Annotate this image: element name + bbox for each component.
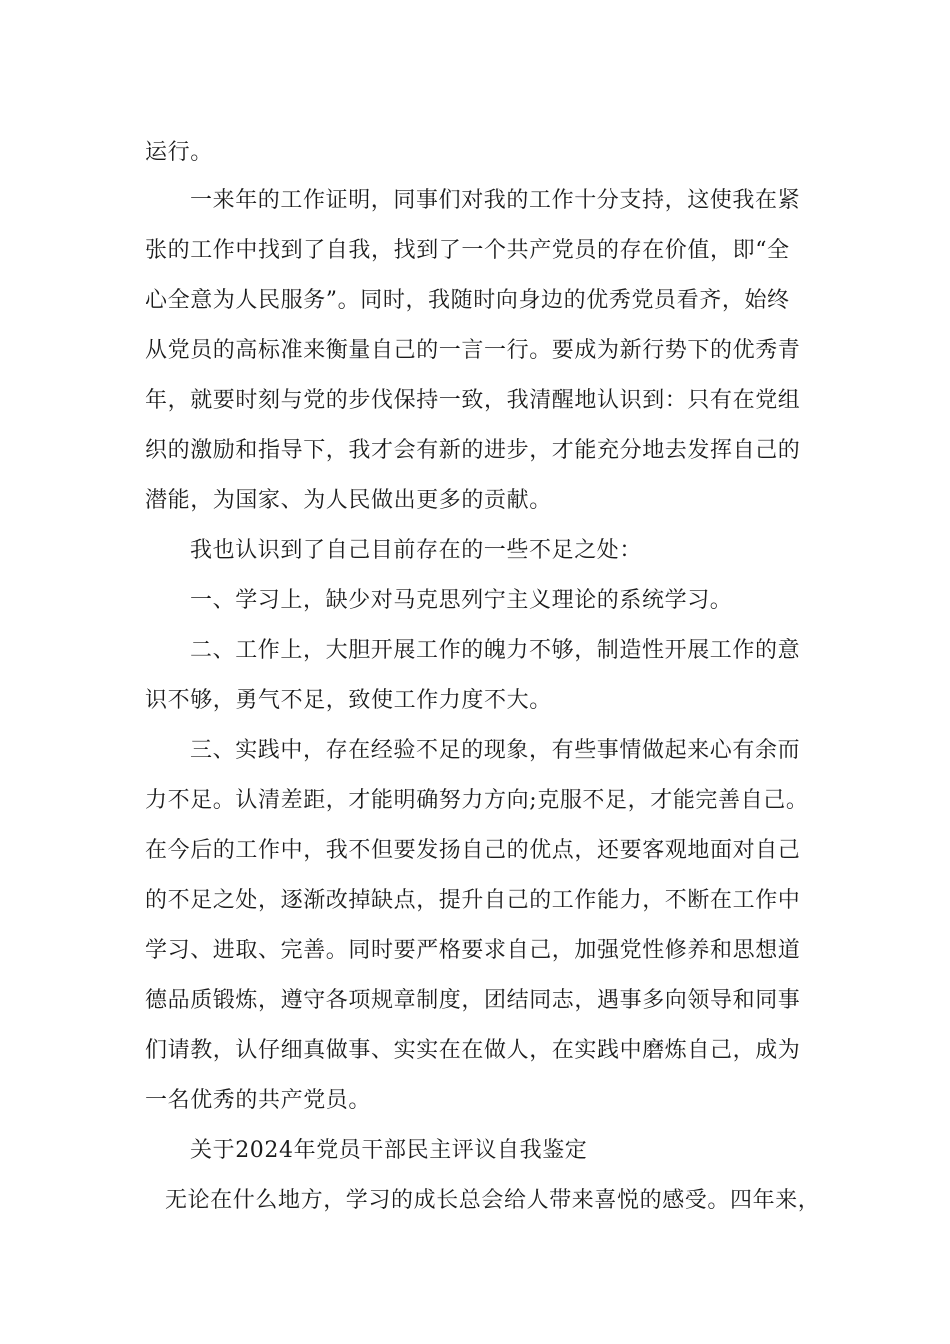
text-line: 潜能，为国家、为人民做出更多的贡献。 — [145, 488, 552, 513]
text-line: 从党员的高标准来衡量自己的一言一行。要成为新行势下的优秀青 — [145, 338, 801, 363]
text-line: 德品质锻炼，遵守各项规章制度，团结同志，遇事多向领导和同事 — [145, 988, 801, 1013]
paragraph-start: 一来年的工作证明，同事们对我的工作十分支持，这使我在紧 — [190, 188, 801, 213]
text-line: 在今后的工作中，我不但要发扬自己的优点，还要客观地面对自己 — [145, 838, 801, 863]
list-item: 一、学习上，缺少对马克思列宁主义理论的系统学习。 — [190, 588, 733, 613]
list-item: 二、工作上，大胆开展工作的魄力不够，制造性开展工作的意 — [190, 638, 801, 663]
text-line: 心全意为人民服务”。同时，我随时向身边的优秀党员看齐，始终 — [145, 288, 790, 313]
section-title: 关于2024年党员干部民主评议自我鉴定 — [190, 1138, 588, 1163]
text-line: 的不足之处，逐渐改掉缺点，提升自己的工作能力，不断在工作中 — [145, 888, 801, 913]
text-line: 织的激励和指导下，我才会有新的进步，才能充分地去发挥自己的 — [145, 438, 801, 463]
text-line: 学习、进取、完善。同时要严格要求自己，加强党性修养和思想道 — [145, 938, 801, 963]
text-line: 识不够，勇气不足，致使工作力度不大。 — [145, 688, 552, 713]
paragraph-start: 无论在什么地方，学习的成长总会给人带来喜悦的感受。四年来， — [165, 1188, 821, 1213]
text-line: 运行。 — [145, 140, 213, 165]
list-item: 三、实践中，存在经验不足的现象，有些事情做起来心有余而 — [190, 738, 801, 763]
text-line: 力不足。认清差距，才能明确努力方向;克服不足，才能完善自己。 — [145, 788, 809, 813]
text-line: 张的工作中找到了自我，找到了一个共产党员的存在价值，即“全 — [145, 238, 790, 263]
text-line: 们请教，认仔细真做事、实实在在做人，在实践中磨炼自己，成为 — [145, 1038, 801, 1063]
text-line: 年，就要时刻与党的步伐保持一致，我清醒地认识到：只有在党组 — [145, 388, 801, 413]
text-line: 一名优秀的共产党员。 — [145, 1088, 372, 1113]
paragraph-start: 我也认识到了自己目前存在的一些不足之处： — [190, 538, 643, 563]
